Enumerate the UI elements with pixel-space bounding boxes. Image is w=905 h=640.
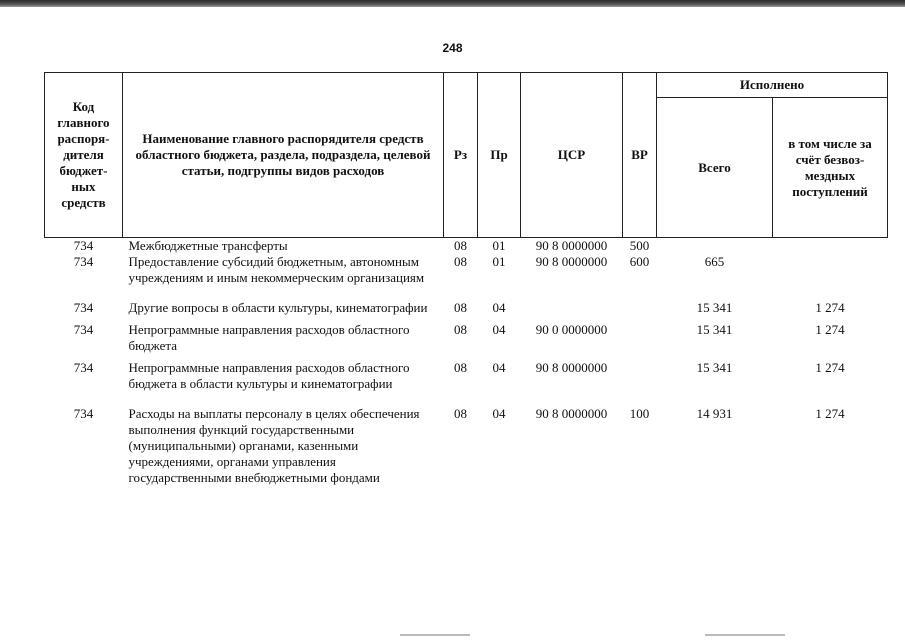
table-row xyxy=(45,300,888,322)
scan-artifact-line xyxy=(705,634,785,636)
table-row xyxy=(45,254,888,300)
scan-artifact-line xyxy=(400,634,470,636)
row-total xyxy=(657,238,773,255)
row-name: Предоставление субсидий бюджетным, автономным учреждениям и иным некоммерческим организациям xyxy=(128,254,425,285)
row-rz: 08 xyxy=(454,254,467,269)
row-code: 734 xyxy=(73,406,94,421)
row-pr: 01 xyxy=(492,238,506,253)
header-code: Код главного распоря-дителя бюджет-ных средств xyxy=(45,73,123,238)
row-vr xyxy=(623,300,657,322)
row-csr xyxy=(521,300,623,322)
table-row xyxy=(45,238,888,255)
header-total: Всего xyxy=(657,98,773,238)
row-rz: 08 xyxy=(454,238,467,253)
row-vr xyxy=(623,360,657,406)
row-code: 734 xyxy=(73,300,94,315)
table-row xyxy=(45,360,888,406)
header-free-receipts: в том числе за счёт безвоз-мездных поступлений xyxy=(773,98,888,238)
header-executed: Исполнено xyxy=(657,73,888,98)
row-rz: 08 xyxy=(454,322,467,337)
row-code: 734 xyxy=(73,238,94,253)
row-pr: 04 xyxy=(492,360,506,375)
row-pr: 04 xyxy=(492,300,506,315)
row-csr: 90 0 0000000 xyxy=(535,322,608,337)
table-row xyxy=(45,406,888,486)
row-total: 15 341 xyxy=(696,322,733,337)
table-row xyxy=(45,322,888,360)
row-free: 1 274 xyxy=(815,300,845,315)
row-csr: 90 8 0000000 xyxy=(535,360,608,375)
row-total: 14 931 xyxy=(696,406,733,421)
row-total: 665 xyxy=(704,254,725,269)
row-vr: 100 xyxy=(629,406,650,421)
row-pr: 01 xyxy=(492,254,506,269)
row-csr: 90 8 0000000 xyxy=(535,406,608,421)
row-free: 1 274 xyxy=(815,406,845,421)
header-vr: ВР xyxy=(623,73,657,238)
row-total: 15 341 xyxy=(696,300,733,315)
row-pr: 04 xyxy=(492,322,506,337)
row-name: Расходы на выплаты персоналу в целях обеспечения выполнения функций государственными (муниципальными) органами, казенными учреждениями, органами управления государственными внебюджетными фондами xyxy=(128,406,420,485)
row-name: Межбюджетные трансферты xyxy=(128,238,288,253)
header-csr: ЦСР xyxy=(521,73,623,238)
row-vr xyxy=(623,322,657,360)
row-rz: 08 xyxy=(454,360,467,375)
row-name: Непрограммные направления расходов областного бюджета xyxy=(128,322,410,353)
header-pr: Пр xyxy=(478,73,521,238)
row-free xyxy=(773,238,888,255)
header-name: Наименование главного распорядителя средств областного бюджета, раздела, подраздела, целевой статьи, подгруппы видов расходов xyxy=(123,73,444,238)
row-name: Другие вопросы в области культуры, кинематографии xyxy=(128,300,428,315)
top-scan-band xyxy=(0,0,905,7)
row-name: Непрограммные направления расходов областного бюджета в области культуры и кинематографии xyxy=(128,360,410,391)
row-vr: 500 xyxy=(629,238,650,253)
row-total: 15 341 xyxy=(696,360,733,375)
row-rz: 08 xyxy=(454,406,467,421)
row-vr: 600 xyxy=(629,254,650,269)
row-rz: 08 xyxy=(454,300,467,315)
row-free: 1 274 xyxy=(815,360,845,375)
row-code: 734 xyxy=(73,254,94,269)
budget-table xyxy=(44,72,888,486)
header-rz: Рз xyxy=(444,73,478,238)
row-free: 1 274 xyxy=(815,322,845,337)
row-pr: 04 xyxy=(492,406,506,421)
row-csr: 90 8 0000000 xyxy=(535,254,608,269)
row-free xyxy=(773,254,888,300)
page-number: 248 xyxy=(442,41,463,55)
row-code: 734 xyxy=(73,360,94,375)
row-code: 734 xyxy=(73,322,94,337)
row-csr: 90 8 0000000 xyxy=(535,238,608,253)
